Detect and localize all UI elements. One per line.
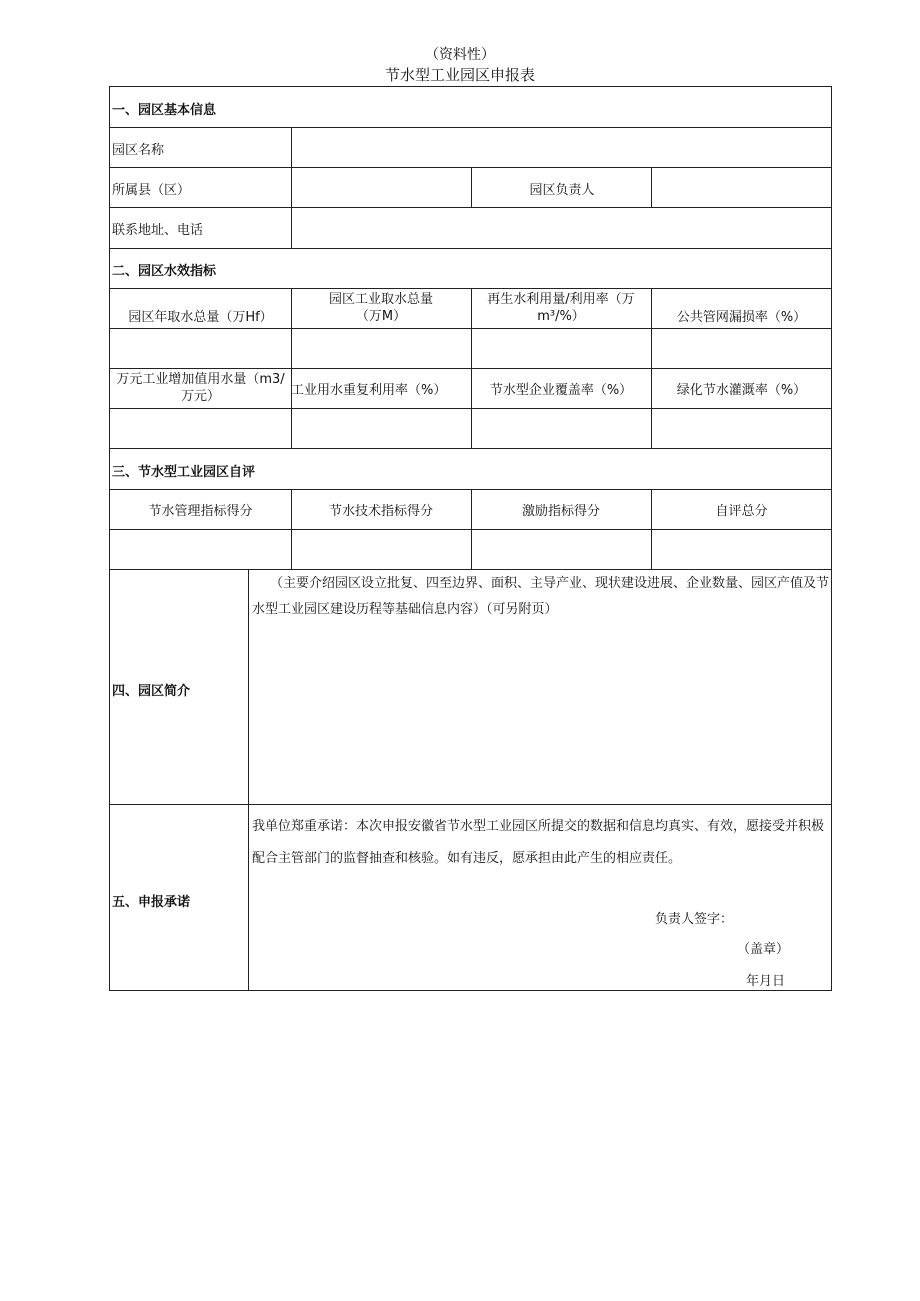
park-intro-textarea[interactable] [252,627,830,797]
incentive-score-header: 激励指标得分 [521,503,600,519]
address-label: 联系地址、电话 [112,223,204,238]
water-per-output-field[interactable] [110,408,291,448]
green-irrigation-header: 绿化节水灌溉率（%） [676,382,807,398]
county-label: 所属县（区） [112,183,191,198]
signature-label: 负责人签字： [655,912,734,927]
management-score-header: 节水管理指标得分 [148,503,253,519]
commitment-statement: 我单位郑重承诺：本次申报安徽省节水型工业园区所提交的数据和信息均真实、有效，愿接受并积极配合主管部门的监督抽查和核验。如有违反，愿承担由此产生的相应责任。 [252,819,825,866]
technology-score-field[interactable] [291,529,471,569]
pipe-leakage-header: 公共管网漏损率（%） [676,310,807,325]
management-score-field[interactable] [110,529,291,569]
industrial-water-intake-header: 园区工业取水总量 （万M） [328,292,433,324]
recycled-water-field[interactable] [471,328,651,368]
park-intro-instruction: （主要介绍园区设立批复、四至边界、面积、主导产业、现状建设进展、企业数量、园区产值及节水型工业园区建设历程等基础信息内容）（可另附页） [252,576,830,617]
total-score-field[interactable] [651,529,832,569]
section2-heading: 二、园区水效指标 [112,264,217,279]
seal-label: （盖章） [737,942,790,957]
water-per-output-header: 万元工业增加值用水量（m3/ 万元） [116,372,285,404]
date-label: 年月日 [746,974,786,989]
park-name-label: 园区名称 [112,143,165,158]
annual-water-intake-header: 园区年取水总量（万Hf） [128,310,273,325]
green-irrigation-field[interactable] [651,408,832,448]
water-reuse-rate-header: 工业用水重复利用率（%） [291,382,447,398]
section1-heading: 一、园区基本信息 [112,103,217,118]
application-form [109,86,832,991]
form-subtitle: （资料性） [425,47,495,63]
section3-heading: 三、节水型工业园区自评 [112,465,256,480]
technology-score-header: 节水技术指标得分 [328,503,433,519]
industrial-water-intake-field[interactable] [291,328,471,368]
form-title: 节水型工业园区申报表 [384,66,535,84]
recycled-water-header: 再生水利用量/利用率（万 m³/%） [487,292,635,324]
enterprise-coverage-field[interactable] [471,408,651,448]
manager-label: 园区负责人 [529,183,595,198]
total-score-header: 自评总分 [715,503,768,519]
section4-heading: 四、园区简介 [112,684,191,699]
annual-water-intake-field[interactable] [110,328,291,368]
incentive-score-field[interactable] [471,529,651,569]
section5-heading: 五、申报承诺 [112,895,191,910]
pipe-leakage-field[interactable] [651,328,832,368]
enterprise-coverage-header: 节水型企业覆盖率（%） [489,382,633,398]
water-reuse-rate-field[interactable] [291,408,471,448]
